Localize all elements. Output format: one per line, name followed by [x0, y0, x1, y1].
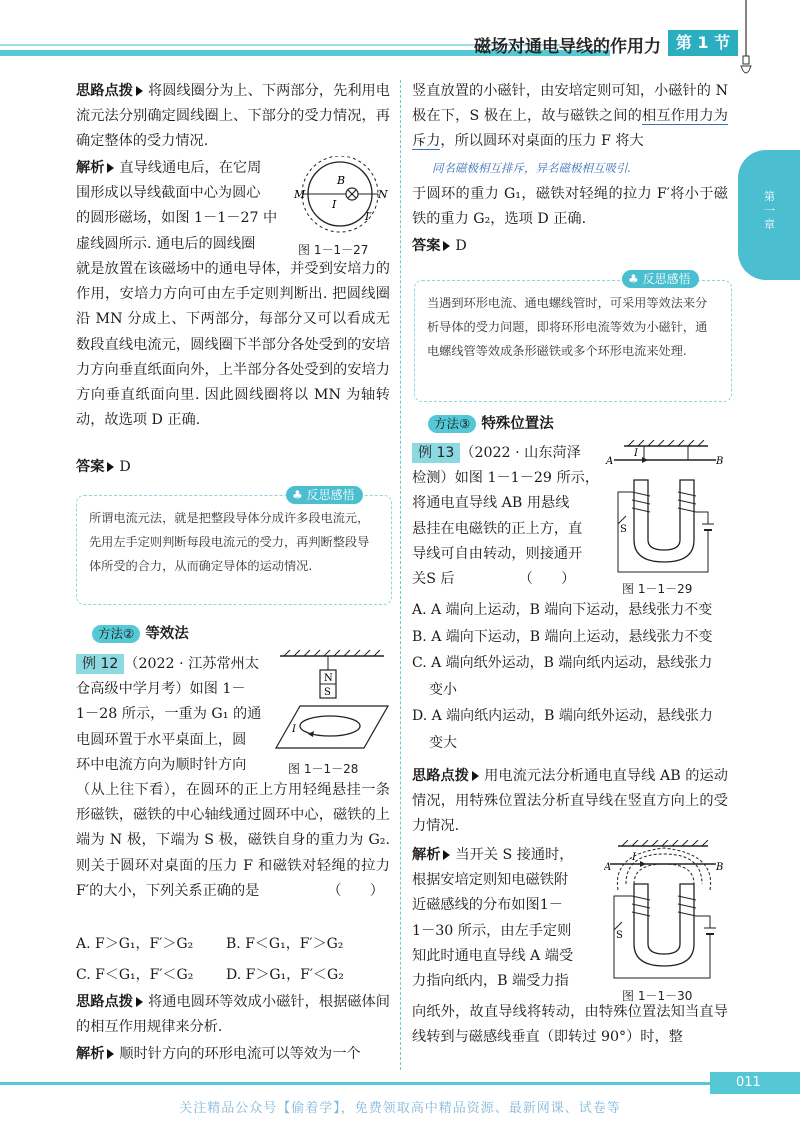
option-D-cont: 变大 [429, 734, 457, 751]
analysis-text-line: 根据安培定则知电磁铁附 [412, 872, 569, 889]
reflection-box-2 [414, 280, 732, 402]
analysis-label: 解析 [76, 1046, 105, 1062]
chapter-side-tab [738, 150, 800, 280]
reflection-badge-label: 反思感悟 [306, 488, 355, 502]
example-text: （从上往下看），在圆环的正上方用轻绳悬挂一条形磁铁，磁铁的中心轴线通过圆环中心，磁铁的上端为 N 极，下端为 S 极，磁铁自身的重力为 G₂. 则关于圆环对桌面的压力 F 和磁铁对轻绳的拉力 F′的大小，下列关系正确的是 [76, 782, 390, 899]
reflection-badge: ♣ 反思感悟 [286, 486, 363, 504]
arrow-icon [107, 1049, 114, 1059]
analysis-label: 解析 [76, 160, 105, 176]
analysis-text-line: 知此时通电直导线 A 端受 [412, 947, 574, 964]
arrow-icon [107, 462, 114, 472]
example-text-line: 1－28 所示，一重为 G₁ 的通 [76, 706, 262, 723]
analysis-text-line: 虚线圆所示. 通电后的圆线圈 [76, 235, 256, 252]
answer-label: 答案 [76, 459, 105, 475]
underlined-text: 相互作用力为斥力 [412, 108, 728, 150]
method-3-heading [428, 412, 554, 433]
analysis-label: 解析 [412, 847, 441, 863]
option-D: D. F＞G₁，F′＜G₂ [226, 967, 344, 983]
reflection-box-1 [76, 495, 392, 605]
answer-blank: （ ） [518, 571, 576, 588]
example-badge: 例 13 [412, 443, 460, 463]
example-text-line: 仓高级中学月考）如图 1－ [76, 681, 246, 698]
label-B: B [716, 862, 724, 873]
section-title: 磁场对通电导线的作用力 [474, 37, 661, 57]
example-12-top [76, 652, 276, 778]
example-text-line: （2022 · 江苏常州太 [124, 656, 260, 672]
analysis-text-line: 1－30 所示，由左手定则 [412, 922, 572, 939]
magnet-S: S [324, 687, 331, 698]
label-B: B [716, 456, 724, 467]
column-divider [400, 80, 401, 1070]
reflection-badge-label: 反思感悟 [642, 272, 691, 286]
label-A: A [604, 862, 612, 873]
analysis-text-line: 的圆形磁场，如图 1－1－27 中 [76, 210, 278, 227]
method-badge: 方法③ [428, 415, 476, 433]
handwritten-note: 同名磁极相互排斥，异名磁极相互吸引. [432, 161, 632, 175]
label-I-prime: I′ [365, 210, 372, 223]
right-para-5 [412, 764, 728, 840]
answer-label: 答案 [412, 238, 441, 254]
example-13-top [412, 441, 612, 592]
right-text: ，所以圆环对桌面的压力 F 将大 [440, 133, 644, 150]
answer-2 [412, 234, 728, 259]
left-para-4 [76, 1042, 390, 1067]
switch-S: S [616, 930, 623, 941]
example-text-line: 环中电流方向为顺时针方向 [76, 756, 247, 773]
right-para-6-top [412, 843, 612, 994]
arrow-icon [443, 241, 450, 251]
label-I: I [632, 852, 636, 863]
figure-1-1-29 [604, 440, 724, 580]
arrow-icon [136, 86, 143, 96]
left-para-3 [76, 990, 390, 1040]
option-C: C. A 端向纸外运动，B 端向纸内运动，悬线张力 [412, 655, 713, 671]
switch-S: S [620, 524, 627, 535]
section-tab: 第 1 节 [668, 30, 738, 56]
label-M: M [294, 188, 306, 201]
option-C: C. F＜G₁，F′＜G₂ [76, 967, 194, 983]
lightbulb-icon [739, 0, 753, 80]
label-A: A [606, 456, 614, 467]
answer-blank: （ ） [327, 882, 384, 899]
method-title: 等效法 [145, 626, 189, 642]
example-text-line: 导线可自由转动，则接通开 [412, 545, 583, 562]
right-para-6-rest: 向纸外，故直导线将转动，由特殊位置法知当直导线转到与磁感线垂直（即转过 90°）时，整 [412, 1004, 728, 1046]
options-13 [412, 597, 728, 756]
page-number-label: 011 [736, 1075, 761, 1090]
label-B: B [337, 174, 346, 187]
arrow-icon [443, 850, 450, 860]
right-para-1 [412, 79, 728, 155]
figure-1-1-28 [272, 648, 392, 753]
analysis-text-line: 直导线通电后，在它周 [119, 160, 262, 176]
options-12 [76, 929, 390, 991]
reflection-badge: ♣ 反思感悟 [622, 270, 699, 288]
label-I: I [634, 448, 638, 459]
figure-caption: 图 1－1－27 [298, 243, 369, 257]
example-text-line: 悬挂在电磁铁的正上方，直 [412, 520, 583, 537]
label-I: I [332, 198, 337, 211]
example-badge: 例 12 [76, 654, 124, 674]
option-C-cont: 变小 [429, 681, 457, 698]
answer-value: D [455, 238, 467, 254]
arrow-icon [472, 771, 479, 781]
hint-label: 思路点拨 [76, 994, 133, 1010]
method-badge: 方法② [92, 625, 140, 643]
method-title: 特殊位置法 [481, 416, 554, 432]
option-D: D. A 端向纸内运动，B 端向纸外运动，悬线张力 [412, 708, 713, 724]
magnet-N: N [324, 673, 333, 684]
left-para-2-rest: 就是放置在该磁场中的通电导体，并受到安培力的作用，安培力方向可由左手定则判断出. 把圆线圈沿 MN 分成上、下两部分，每部分又可以看成无数段直线电流元，圆线圈下半部分各处受到的安培力方向垂直纸面向外，上半部分各处受到的安培力方向垂直纸面向里. 因此圆线圈将以 MN 为轴转动，故选项 D 正确. [76, 261, 390, 429]
watermark: 关注精品公众号【偷着学】，免费领取高中精品资源、最新网课、试卷等 [179, 1101, 621, 1116]
option-B: B. F＜G₁，F′＞G₂ [226, 936, 344, 952]
hint-text: 将圆线圈分为上、下两部分，先利用电流元法分别确定圆线圈上、下部分的受力情况，再确定整体的受力情况. [76, 83, 390, 150]
left-para-1 [76, 79, 390, 155]
example-text-line: 关S 后 [412, 571, 455, 588]
page-number [710, 1072, 800, 1094]
hint-text: 将通电圆环等效成小磁针，根据磁体间的相互作用规律来分析. [76, 994, 390, 1036]
label-I: I [292, 724, 296, 735]
analysis-text-line: 力指向纸内，B 端受力指 [412, 973, 569, 990]
arrow-icon [136, 997, 143, 1007]
chapter-side-label: 第一章 [764, 190, 775, 231]
hint-label: 思路点拨 [76, 83, 133, 99]
analysis-text-line: 围形成以导线截面中心为圆心 [76, 185, 261, 202]
analysis-text: 顺时针方向的环形电流可以等效为一个 [119, 1046, 361, 1062]
left-para-2-top [76, 156, 296, 257]
method-2-heading [92, 622, 189, 643]
figure-caption: 图 1－1－29 [622, 582, 693, 596]
answer-value: D [119, 459, 131, 475]
analysis-text-line: 当开关 S 接通时， [455, 847, 574, 863]
figure-caption: 图 1－1－28 [288, 762, 359, 776]
figure-1-1-30 [604, 840, 724, 985]
hint-text: 用电流元法分析通电直导线 AB 的运动情况，用特殊位置法分析直导线在竖直方向上的受力情况. [412, 768, 728, 835]
reflection-text: 当遇到环形电流、通电螺线管时，可采用等效法来分析导体的受力问题，即将环形电流等效为小磁针，通电螺线管等效成条形磁铁或多个环形电流来处理. [427, 296, 708, 358]
right-text: 竖直放置的小磁针，由安培定则可知，小磁针的 N 极在下，S 极在上，故与磁铁之间的 [412, 83, 728, 125]
example-text-line: 将通电直导线 AB 用悬线 [412, 495, 570, 512]
figure-1-1-27 [290, 156, 390, 241]
example-12-rest [76, 778, 390, 904]
example-text-line: 电圆环置于水平桌面上，圆 [76, 731, 247, 748]
example-text-line: 检测）如图 1－1－29 所示， [412, 470, 600, 487]
reflection-text: 所谓电流元法，就是把整段导体分成许多段电流元，先用左手定则判断每段电流元的受力，再判断整段导体所受的合力，从而确定导体的运动情况. [89, 511, 370, 573]
label-N: N [378, 188, 388, 201]
option-A: A. F＞G₁，F′＞G₂ [76, 936, 194, 952]
figure-caption: 图 1－1－30 [622, 989, 693, 1003]
footer-line [0, 1082, 710, 1085]
analysis-text-line: 近磁感线的分布如图1－ [412, 897, 563, 914]
example-text-line: （2022 · 山东菏泽 [460, 445, 581, 461]
answer-1 [76, 455, 390, 480]
option-B: B. A 端向下运动，B 端向上运动，悬线张力不变 [412, 628, 713, 645]
right-para-1b: 于圆环的重力 G₁，磁铁对轻绳的拉力 F′将小于磁铁的重力 G₂，选项 D 正确. [412, 186, 728, 228]
arrow-icon [107, 163, 114, 173]
hint-label: 思路点拨 [412, 768, 470, 784]
option-A: A. A 端向上运动，B 端向下运动，悬线张力不变 [412, 602, 713, 618]
